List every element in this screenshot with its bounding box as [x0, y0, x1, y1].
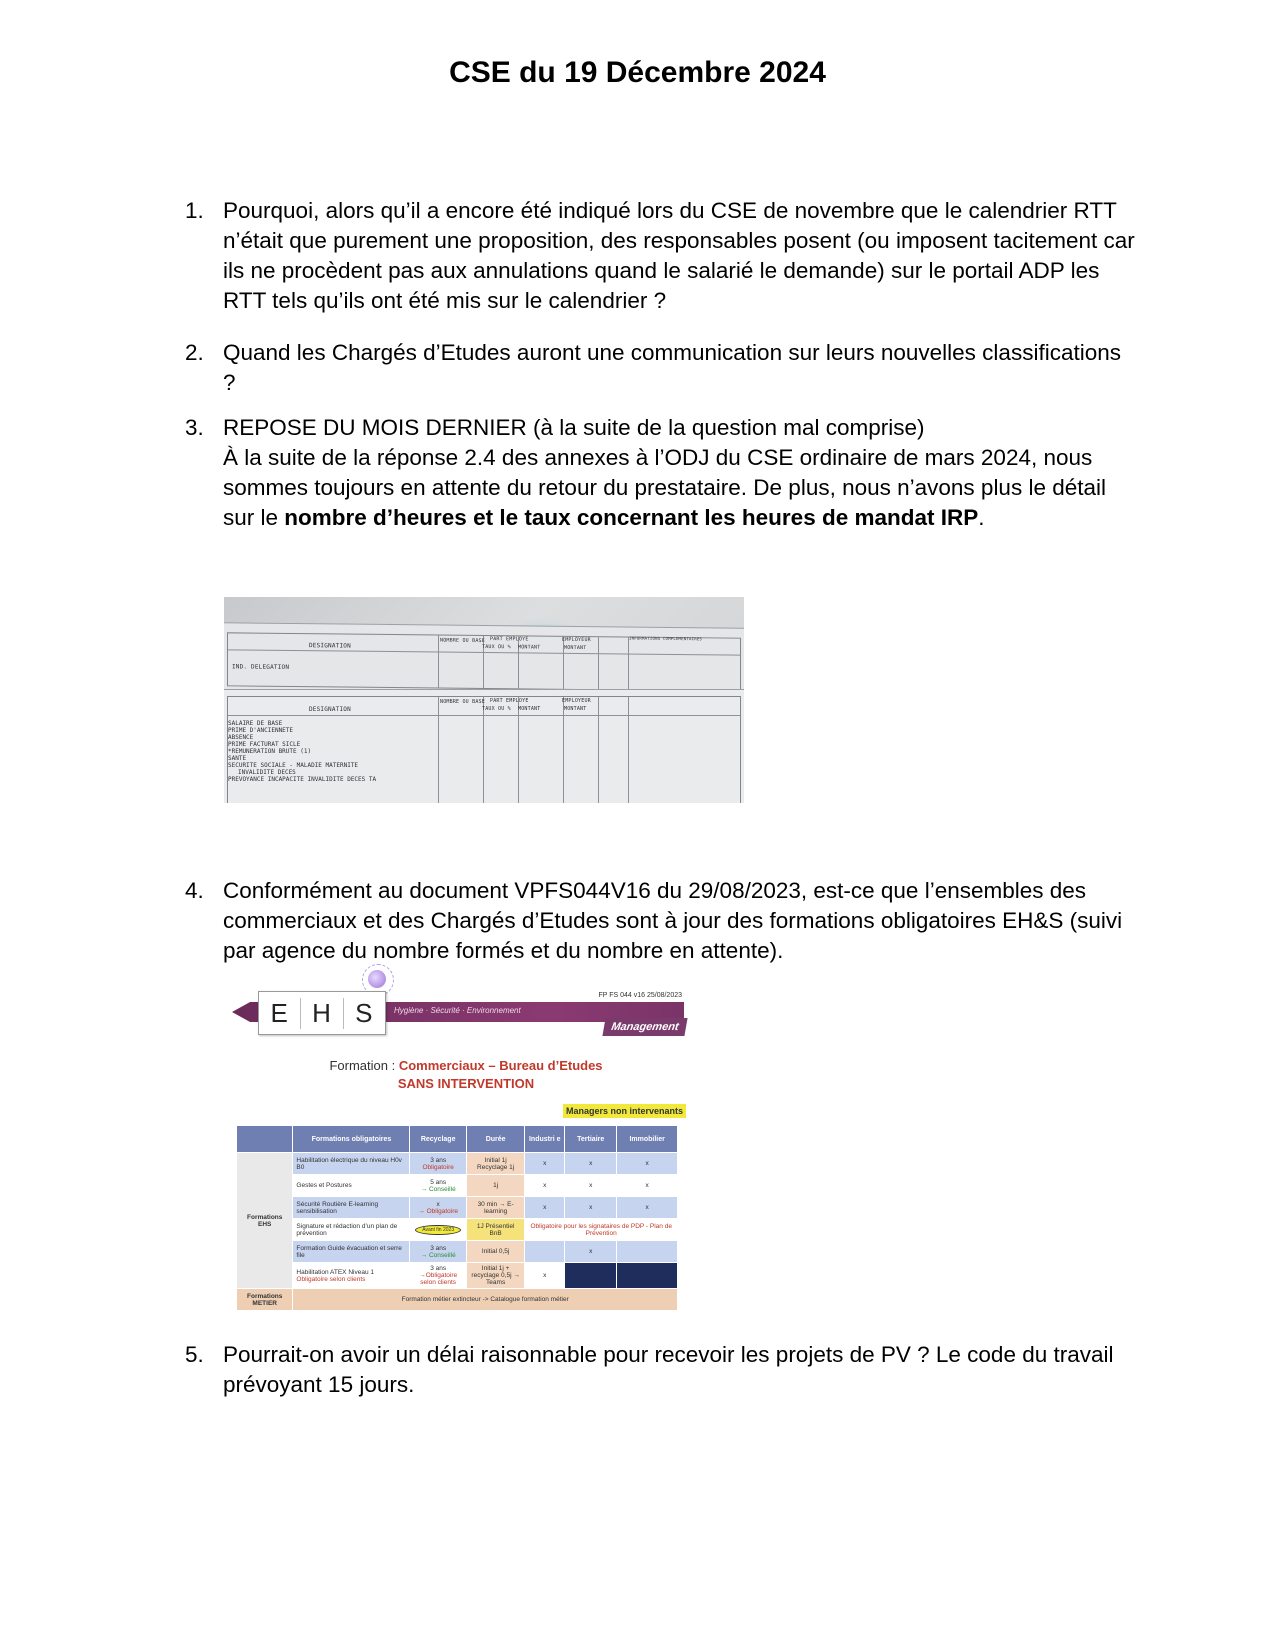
ehs-training-table [236, 1125, 678, 1311]
management-tag: Management [602, 1018, 687, 1036]
payslip-sheet-bottom: DESIGNATION NOMBRE OU BASE PART EMPLOYE TAUX OU % MONTANT EMPLOYEUR MONTANT SALAIRE DE BASE PRIME D'ANCIENNETE ABSENCE PRIME FACTURAT SICLE *REMUNERATION BRUTE (1) SANTE SECURITE SOCIALE - MALADIE MATERNITE INVALIDITE DECES PREVOYANCE INCAPACITE INVALIDITE DECES TA [224, 689, 744, 803]
table-row: Signature et rédaction d’un plan de prévention Avant fin 2023 1J Présentiel BnB Obligatoire pour les signataires de PDP - Plan de Prévention [237, 1219, 678, 1241]
table-row: Formations EHS Habilitation électrique du niveau H0v B0 3 ans Obligatoire Initial 1j Recyclage 1j x x x [237, 1153, 678, 1175]
question-1 [185, 196, 1135, 316]
question-text: Pourrait-on avoir un délai raisonnable pour recevoir les projets de PV ? Le code du travail prévoyant 15 jours. [223, 1342, 1114, 1397]
question-5 [185, 1340, 1135, 1400]
payslip-sheet-top: DESIGNATION NOMBRE OU BASE PART EMPLOYE TAUX OU % MONTANT EMPLOYEUR MONTANT INFORMATIONS COMPLEMENTAIRES IND. DELEGATION [224, 622, 744, 694]
question-3 [185, 413, 1135, 533]
question-text: Pourquoi, alors qu’il a encore été indiqué lors du CSE de novembre que le calendrier RTT n’était que purement une proposition, des responsables posent (ou imposent tacitement car ils ne procèdent pas aux annulations quand le salarié le demande) sur le portail ADP les RTT tels qu’ils ont été mis sur le calendrier ? [223, 198, 1135, 313]
question-4 [185, 876, 1135, 966]
ehs-doc-ref: FP FS 044 v16 25/08/2023 [598, 992, 682, 999]
question-emphasis: nombre d’heures et le taux concernant les heures de mandat IRP [284, 505, 979, 530]
question-number: 5. [185, 1342, 204, 1367]
ehs-tagline: Hygiène · Sécurité · Environnement [394, 1006, 521, 1015]
question-text: Conformément au document VPFS044V16 du 29/08/2023, est-ce que l’ensembles des commerciaux et des Chargés d’Etudes sont à jour des formations obligatoires EH&S (suivi par agence du nombre formés et du nombre en attente). [223, 878, 1123, 963]
table-row: Formation Guide évacuation et serre file 3 ans → Conseillé Initial 0,5j x [237, 1241, 678, 1263]
formation-title: Formation : Commerciaux – Bureau d’Etudes [329, 1058, 603, 1073]
managers-badge: Managers non intervenants [563, 1104, 686, 1118]
table-row: Gestes et Postures 5 ans → Conseillé 1j x x x [237, 1175, 678, 1197]
payslip-lines: SALAIRE DE BASE PRIME D'ANCIENNETE ABSENCE PRIME FACTURAT SICLE *REMUNERATION BRUTE (1) SANTE SECURITE SOCIALE - MALADIE MATERNITE INVALIDITE DECES PREVOYANCE INCAPACITE INVALIDITE DECES TA [228, 720, 377, 783]
question-number: 4. [185, 878, 204, 903]
table-row: Sécurité Routière E-learning sensibilisation x → Obligatoire 30 min → E-learning x x x [237, 1197, 678, 1219]
table-row: Habilitation ATEX Niveau 1 Obligatoire selon clients 3 ans →Obligatoire selon clients Initial 1j + recyclage 0,5j → Teams x [237, 1263, 678, 1289]
table-header-row: Formations obligatoires Recyclage Durée Industri e Tertiaire Immobilier [237, 1126, 678, 1153]
question-text: À la suite de la réponse 2.4 des annexes à l’ODJ du CSE ordinaire de mars 2024, nous sommes toujours en attente du retour du prestataire. De plus, nous n’avons plus le détail sur le nombre d’heures et le taux concernant les heures de mandat IRP. [223, 445, 1107, 530]
ehs-training-slide [224, 964, 708, 1336]
question-2 [185, 338, 1135, 398]
question-heading: REPOSE DU MOIS DERNIER (à la suite de la question mal comprise) [223, 415, 925, 440]
question-text: Quand les Chargés d’Etudes auront une communication sur leurs nouvelles classifications ? [223, 340, 1121, 395]
question-number: 1. [185, 198, 204, 223]
payslip-photo [224, 597, 744, 803]
formation-subtitle: SANS INTERVENTION [397, 1076, 535, 1091]
ehs-logo: E H S [258, 991, 386, 1035]
page-title: CSE du 19 Décembre 2024 [449, 56, 826, 89]
question-number: 3. [185, 415, 204, 440]
lightbulb-icon [368, 970, 386, 988]
deadline-oval: Avant fin 2023 [415, 1225, 461, 1235]
table-row: Formations METIER Formation métier extincteur -> Catalogue formation métier [237, 1289, 678, 1311]
question-number: 2. [185, 340, 204, 365]
